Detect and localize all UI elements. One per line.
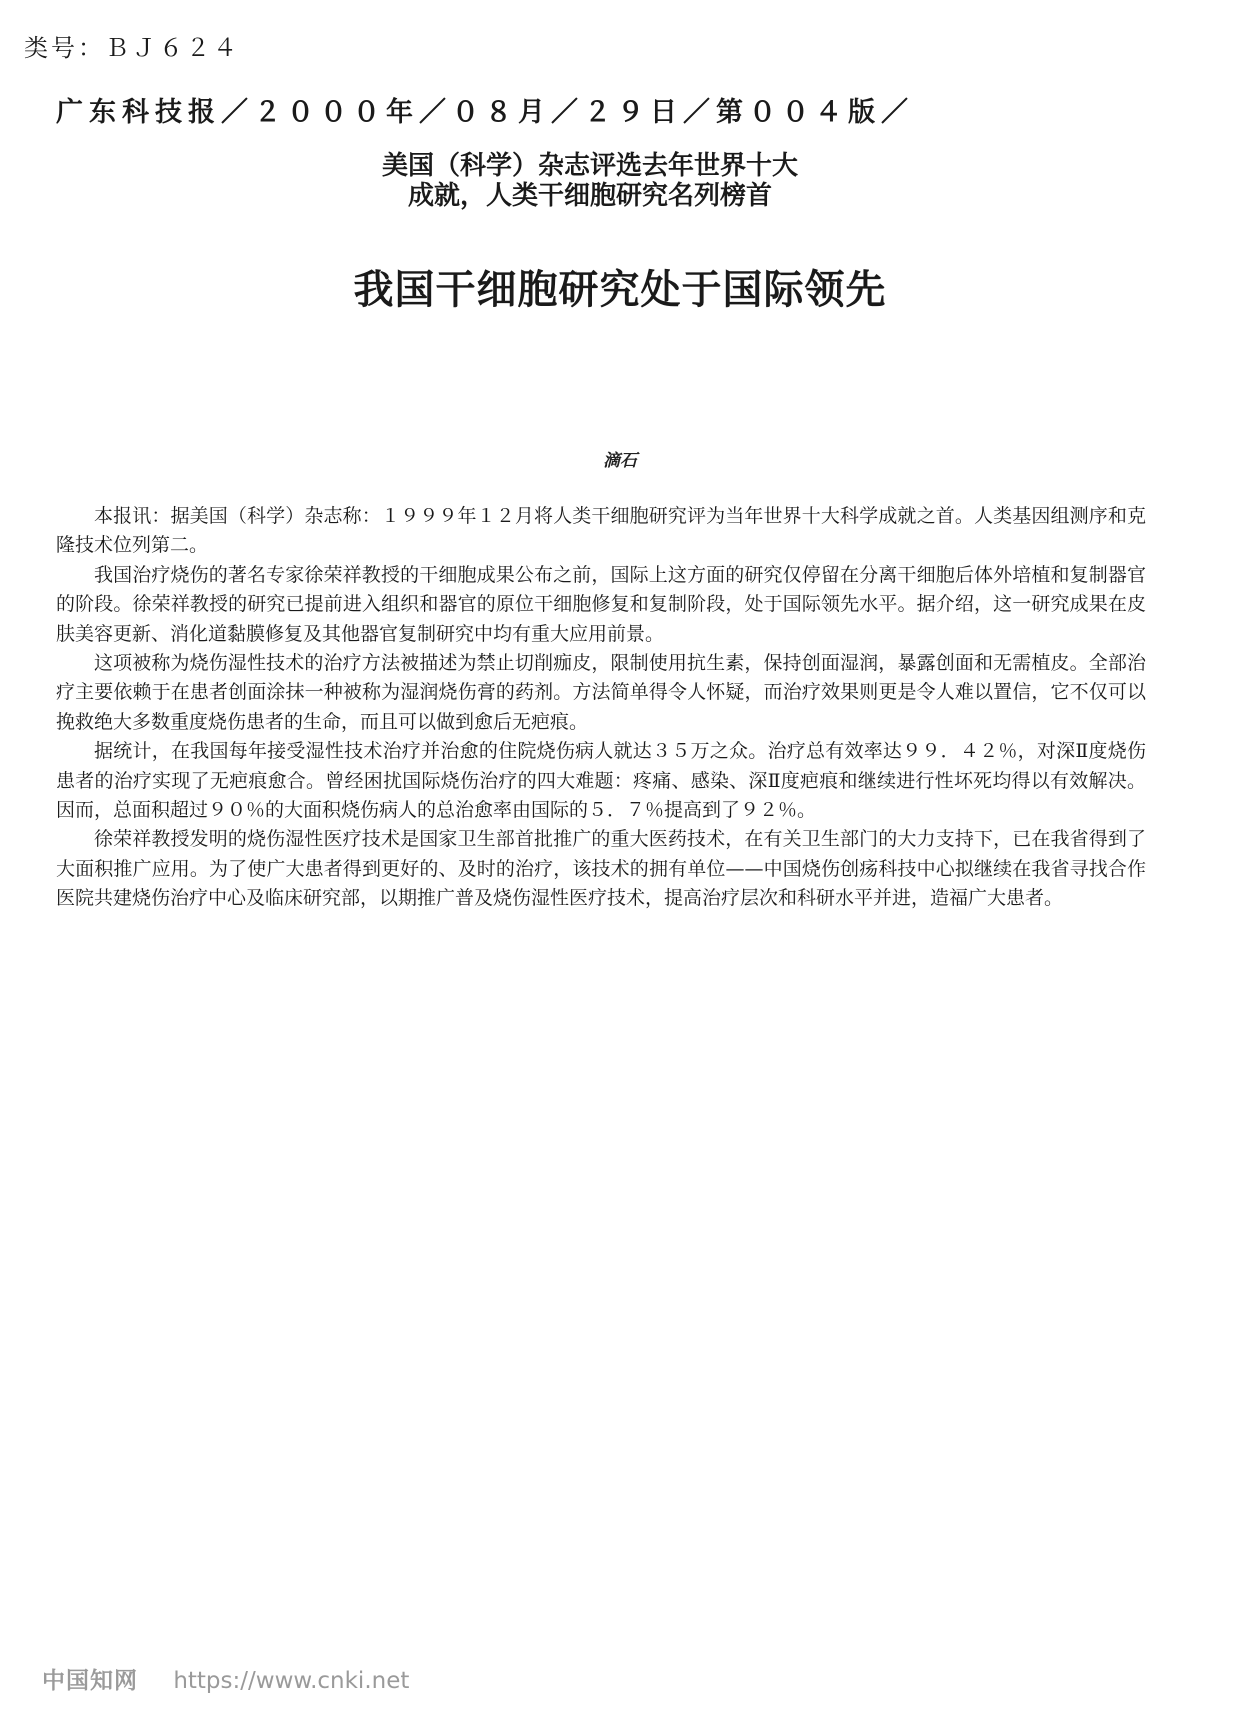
article-paragraph: 本报讯：据美国（科学）杂志称：１９９９年１２月将人类干细胞研究评为当年世界十大科学成就之首。人类基因组测序和克隆技术位列第二。 bbox=[56, 505, 1146, 557]
article-paragraph: 徐荣祥教授发明的烧伤湿性医疗技术是国家卫生部首批推广的重大医药技术，在有关卫生部门的大力支持下，已在我省得到了大面积推广应用。为了使广大患者得到更好的、及时的治疗，该技术的拥有单位——中国烧伤创疡科技中心拟继续在我省寻找合作医院共建烧伤治疗中心及临床研究部，以期推广普及烧伤湿性医疗技术，提高治疗层次和科研水平并进，造福广大患者。 bbox=[56, 828, 1146, 910]
article-paragraph: 这项被称为烧伤湿性技术的治疗方法被描述为禁止切削痂皮，限制使用抗生素，保持创面湿润，暴露创面和无需植皮。全部治疗主要依赖于在患者创面涂抹一种被称为湿润烧伤膏的药剂。方法简单得令人怀疑，而治疗效果则更是令人难以置信，它不仅可以挽救绝大多数重度烧伤患者的生命，而且可以做到愈后无疤痕。 bbox=[56, 652, 1146, 733]
article-headline: 我国干细胞研究处于国际领先 bbox=[353, 267, 887, 313]
article-subtitle-line-2: 成就，人类干细胞研究名列榜首 bbox=[407, 181, 772, 211]
article-paragraph: 我国治疗烧伤的著名专家徐荣祥教授的干细胞成果公布之前，国际上这方面的研究仅停留在分离干细胞后体外培植和复制器官的阶段。徐荣祥教授的研究已提前进入组织和器官的原位干细胞修复和复制阶段，处于国际领先水平。据介绍，这一研究成果在皮肤美容更新、消化道黏膜修复及其他器官复制研究中均有重大应用前景。 bbox=[56, 563, 1146, 645]
article-author: 滴石 bbox=[603, 451, 637, 471]
class-number: 类号：ＢＪ６２４ bbox=[24, 34, 240, 62]
cnki-url[interactable]: https://www.cnki.net bbox=[173, 1668, 410, 1694]
footer-watermark bbox=[42, 1662, 409, 1695]
article-subtitle-line-1: 美国（科学）杂志评选去年世界十大 bbox=[381, 151, 798, 181]
source-line: 广东科技报／２０００年／０８月／２９日／第００４版／ bbox=[56, 97, 914, 128]
article-paragraph: 据统计，在我国每年接受湿性技术治疗并治愈的住院烧伤病人就达３５万之众。治疗总有效率达９９．４２％，对深Ⅱ度烧伤患者的治疗实现了无疤痕愈合。曾经困扰国际烧伤治疗的四大难题：疼痛、感染、深Ⅱ度疤痕和继续进行性坏死均得以有效解决。因而，总面积超过９０％的大面积烧伤病人的总治愈率由国际的５．７％提高到了９２％。 bbox=[56, 740, 1146, 822]
cnki-logo: 中国知网 bbox=[42, 1668, 138, 1694]
article-body bbox=[56, 502, 1146, 914]
